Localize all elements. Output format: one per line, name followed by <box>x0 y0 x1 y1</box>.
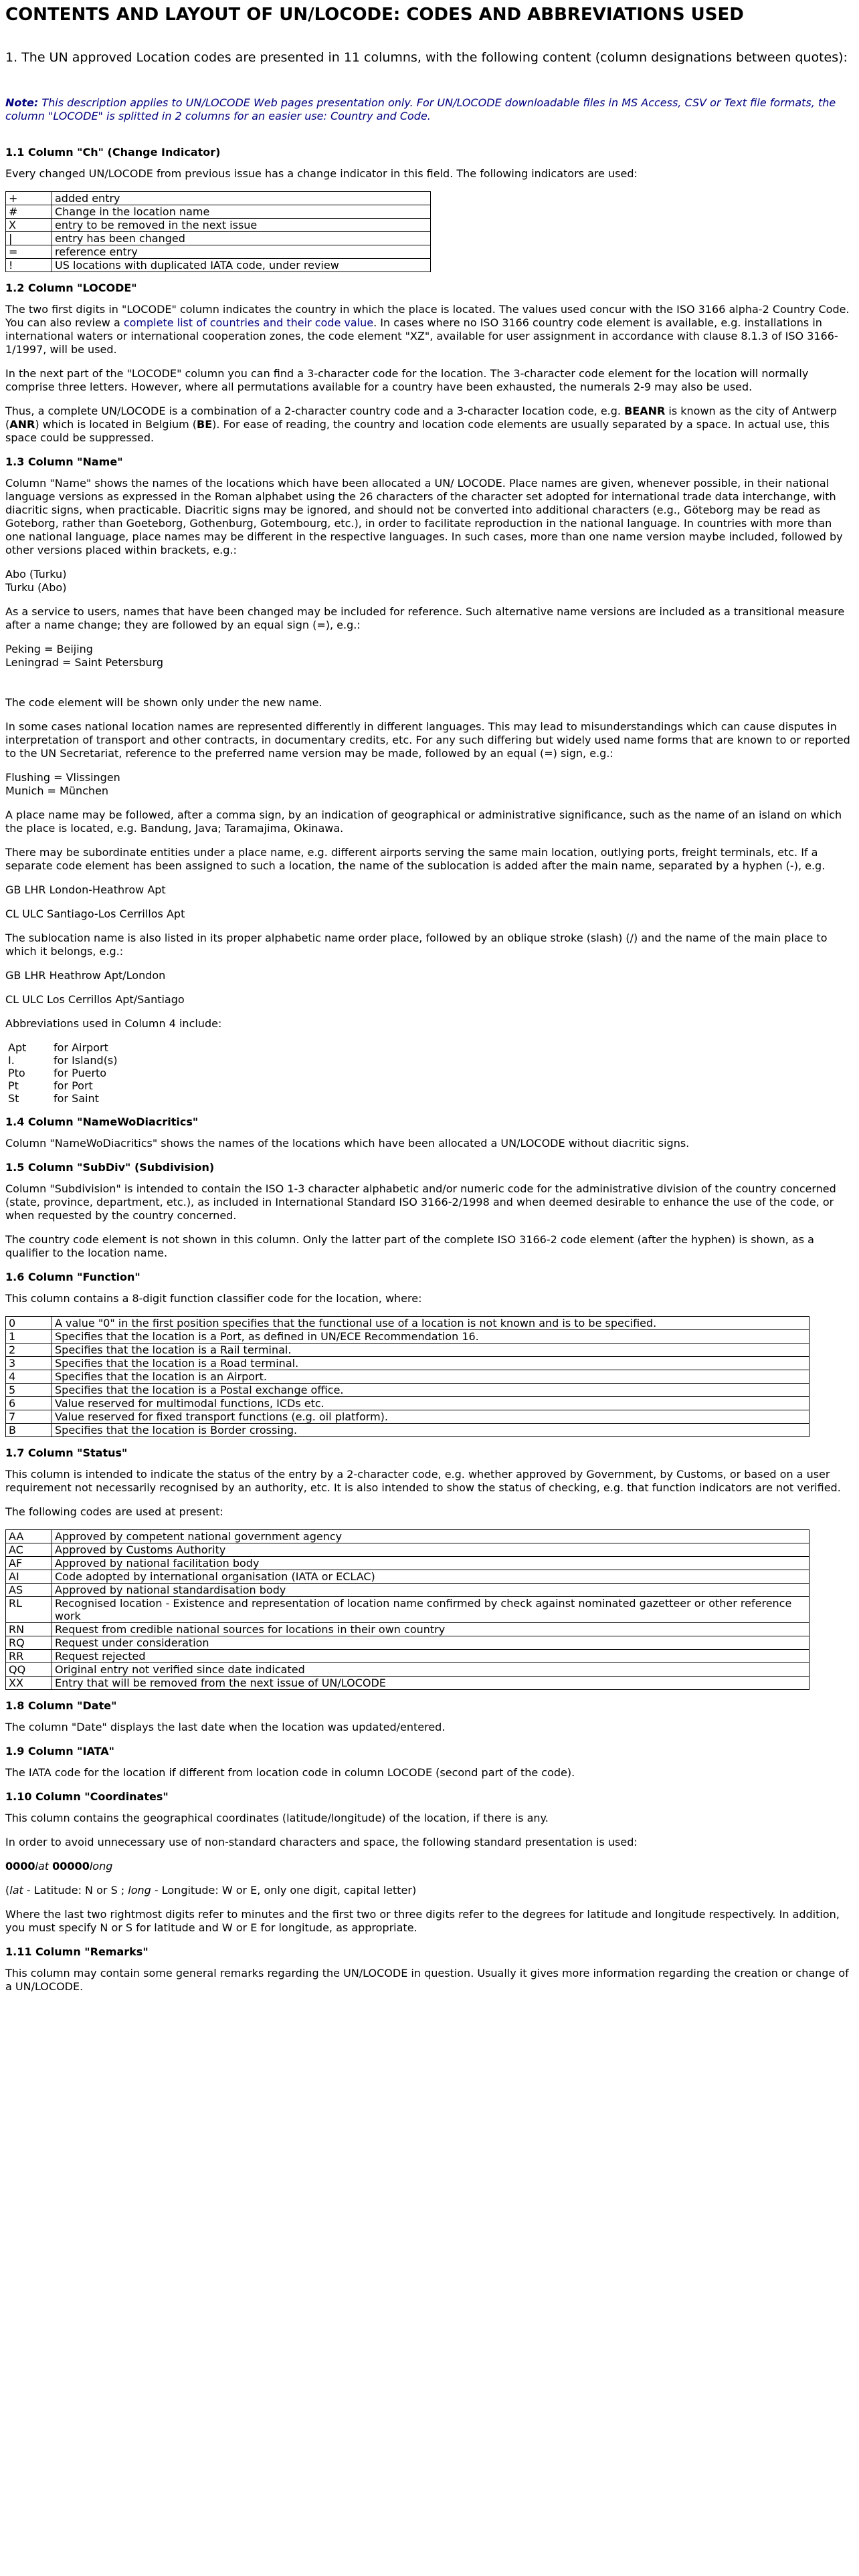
format-lon-digits: 00000 <box>52 1860 90 1872</box>
section-text: This column contains a 8-digit function classifier code for the location, where: <box>5 1292 422 1305</box>
example-code: BEANR <box>624 405 666 417</box>
description-cell: Approved by national standardisation body <box>52 1584 809 1597</box>
function-row <box>6 1410 809 1424</box>
section-heading-subdiv: 1.5 Column "SubDiv" (Subdivision) <box>5 1161 215 1174</box>
function-row <box>6 1330 809 1344</box>
description-cell: Specifies that the location is Border crossing. <box>52 1424 809 1437</box>
name-paragraph-6: There may be subordinate entities under a place name, e.g. different airports serving the same main location, outlying ports, freight terminals, etc. If a separate code element has been assigned to such a location, the name of the sublocation is added after the main name, separated by a hyphen (-), e.g. <box>5 846 826 872</box>
description-cell: Request from credible national sources for locations in their own country <box>52 1623 809 1636</box>
section-heading-change-indicator: 1.1 Column "Ch" (Change Indicator) <box>5 146 221 158</box>
spacer <box>5 680 854 696</box>
abbreviation-value: for Airport <box>54 1041 108 1054</box>
coordinates-paragraph-3: Where the last two rightmost digits refer to minutes and the first two or three digits refer to the degrees for latitude and longitude respectively. In addition, you must specify N or S for latitude and W or E for longitude, as appropriate. <box>5 1908 840 1934</box>
example-country-code: BE <box>197 418 213 431</box>
abbreviation-key: I. <box>8 1054 15 1067</box>
note-paragraph <box>5 96 854 123</box>
coordinates-paragraph-1: This column contains the geographical coordinates (latitude/longitude) of the location, if there is any. <box>5 1812 549 1824</box>
description-cell: Approved by national facilitation body <box>52 1557 809 1570</box>
code-cell: 2 <box>6 1344 52 1357</box>
status-row <box>6 1677 809 1690</box>
change-indicator-row <box>6 205 431 219</box>
code-cell: AI <box>6 1570 52 1584</box>
description-cell: reference entry <box>52 245 431 259</box>
description-cell: Request rejected <box>52 1650 809 1663</box>
text-span: ( <box>5 1884 10 1897</box>
text-span: ). For ease of reading, the country and location code elements are usually separated by a space. In actual use, this space could be suppressed. <box>5 418 830 444</box>
function-row <box>6 1344 809 1357</box>
format-lat: lat <box>35 1860 50 1872</box>
code-cell: | <box>6 232 52 245</box>
format-lon: long <box>89 1860 113 1872</box>
status-row <box>6 1663 809 1677</box>
description-cell: Value reserved for fixed transport functions (e.g. oil platform). <box>52 1410 809 1424</box>
code-cell: AC <box>6 1543 52 1557</box>
description-cell: Original entry not verified since date indicated <box>52 1663 809 1677</box>
example-location-code: ANR <box>9 418 35 431</box>
locode-paragraph-2: In the next part of the "LOCODE" column you can find a 3-character code for the location. The 3-character code element for the location will normally comprise three letters. However, where all permutations available for a country have been exhausted, the numerals 2-9 may also be used. <box>5 367 809 393</box>
status-row <box>6 1570 809 1584</box>
description-cell: A value "0" in the first position specifies that the functional use of a location is not known and is to be specified. <box>52 1317 809 1330</box>
abbreviation-row <box>5 1067 118 1079</box>
code-cell: QQ <box>6 1663 52 1677</box>
text-span: ) which is located in Belgium ( <box>35 418 197 431</box>
abbreviation-value: for Saint <box>54 1092 99 1105</box>
code-cell: RQ <box>6 1636 52 1650</box>
note-label: Note: <box>5 96 39 109</box>
code-cell: 3 <box>6 1357 52 1370</box>
legend-lat: lat <box>9 1884 23 1897</box>
example-line: Abo (Turku) <box>5 568 67 580</box>
description-cell: Approved by competent national government agency <box>52 1530 809 1543</box>
change-indicator-row <box>6 192 431 205</box>
section-heading-remarks: 1.11 Column "Remarks" <box>5 1945 149 1958</box>
change-indicator-row <box>6 232 431 245</box>
description-cell: Recognised location - Existence and representation of location name confirmed by check against nominated gazetteer or other reference work <box>52 1597 809 1623</box>
description-cell: Specifies that the location is a Rail terminal. <box>52 1344 809 1357</box>
function-row <box>6 1397 809 1410</box>
function-row <box>6 1370 809 1384</box>
code-cell: AF <box>6 1557 52 1570</box>
name-paragraph-5: A place name may be followed, after a comma sign, by an indication of geographical or administrative significance, such as the name of an island on which the place is located, e.g. Bandung, Java; Taramajima, Okinawa. <box>5 809 842 835</box>
description-cell: US locations with duplicated IATA code, under review <box>52 259 431 272</box>
subdiv-paragraph-2: The country code element is not shown in this column. Only the latter part of the complete ISO 3166-2 code element (after the hyphen) is shown, as a qualifier to the location name. <box>5 1233 814 1259</box>
code-cell: 6 <box>6 1397 52 1410</box>
description-cell: Request under consideration <box>52 1636 809 1650</box>
text-span: . In cases where no ISO 3166 country code element is available, e.g. installations in international waters or international cooperation zones, the code element "XZ", available for user assignment in accordance with clause 8.1.3 of ISO 3166-1/1997, will be used. <box>5 316 838 356</box>
example-line: Leningrad = Saint Petersburg <box>5 656 164 669</box>
section-heading-namewodiacritics: 1.4 Column "NameWoDiacritics" <box>5 1115 199 1128</box>
code-cell: ! <box>6 259 52 272</box>
function-row <box>6 1357 809 1370</box>
coordinates-legend <box>5 1884 854 1897</box>
text-span: - Longitude: W or E, only one digit, capital letter) <box>151 1884 417 1897</box>
name-paragraph-8: Abbreviations used in Column 4 include: <box>5 1017 222 1030</box>
section-heading-function: 1.6 Column "Function" <box>5 1271 140 1283</box>
description-cell: Approved by Customs Authority <box>52 1543 809 1557</box>
status-row <box>6 1530 809 1543</box>
section-heading-date: 1.8 Column "Date" <box>5 1699 117 1712</box>
description-cell: Value reserved for multimodal functions, ICDs etc. <box>52 1397 809 1410</box>
section-text: The column "Date" displays the last date when the location was updated/entered. <box>5 1721 446 1733</box>
status-table <box>5 1529 809 1690</box>
name-paragraph-1: Column "Name" shows the names of the locations which have been allocated a UN/ LOCODE. Place names are given, whenever possible, in their national language versions as expressed in the Roman alphabet using the 26 characters of the character set adopted for international trade data interchange, with diacritic signs, when practicable. Diacritic signs may be ignored, and should not be converted into additional characters (e.g., Göteborg may be read as Goteborg, rather than Goeteborg, Gothenburg, Gotembourg, etc.), in order to facilitate reproduction in the national language. In countries with more than one national language, place names may be different in the respective languages. In such cases, more than one name version maybe included, followed by other versions placed within brackets, e.g.: <box>5 477 843 556</box>
section-heading-name: 1.3 Column "Name" <box>5 455 123 468</box>
function-row <box>6 1424 809 1437</box>
example-line: Turku (Abo) <box>5 581 67 594</box>
code-cell: + <box>6 192 52 205</box>
locode-paragraph-3 <box>5 405 854 445</box>
status-paragraph-1: This column is intended to indicate the status of the entry by a 2-character code, e.g. whether approved by Government, by Customs, or based on a user requirement not necessarily recognised by an authority, etc. It is also intended to show the status of checking, e.g. that function indicators are not verified. <box>5 1468 841 1494</box>
section-text: This column may contain some general remarks regarding the UN/LOCODE in question. Usually it gives more information regarding the creation or change of a UN/LOCODE. <box>5 1967 849 1993</box>
function-row <box>6 1384 809 1397</box>
status-row <box>6 1597 809 1623</box>
change-indicator-row <box>6 259 431 272</box>
text-span: Thus, a complete UN/LOCODE is a combination of a 2-character country code and a 3-character location code, e.g. <box>5 405 625 417</box>
section-heading-coordinates: 1.10 Column "Coordinates" <box>5 1790 169 1803</box>
description-cell: entry has been changed <box>52 232 431 245</box>
code-cell: B <box>6 1424 52 1437</box>
change-indicator-row <box>6 245 431 259</box>
example-line: Peking = Beijing <box>5 643 93 655</box>
function-table <box>5 1316 809 1437</box>
section-heading-iata: 1.9 Column "IATA" <box>5 1745 114 1757</box>
name-paragraph-2: As a service to users, names that have been changed may be included for reference. Such alternative name versions are included as a transitional measure after a name change; they are followed by an equal sign (=), e.g.: <box>5 605 845 631</box>
description-cell: Specifies that the location is an Airport. <box>52 1370 809 1384</box>
example-line: CL ULC Los Cerrillos Apt/Santiago <box>5 993 185 1006</box>
abbreviation-key: St <box>8 1092 19 1105</box>
abbreviation-key: Apt <box>8 1041 27 1054</box>
code-cell: 4 <box>6 1370 52 1384</box>
section-heading-locode: 1.2 Column "LOCODE" <box>5 282 137 294</box>
name-paragraph-7: The sublocation name is also listed in its proper alphabetic name order place, followed by an oblique stroke (slash) (/) and the name of the main place to which it belongs, e.g.: <box>5 932 828 958</box>
description-cell: entry to be removed in the next issue <box>52 219 431 232</box>
code-cell: 7 <box>6 1410 52 1424</box>
abbreviation-value: for Puerto <box>54 1067 107 1079</box>
function-row <box>6 1317 809 1330</box>
coordinates-paragraph-2: In order to avoid unnecessary use of non-standard characters and space, the following standard presentation is used: <box>5 1836 638 1848</box>
abbreviation-key: Pt <box>8 1079 19 1092</box>
example-line: CL ULC Santiago-Los Cerrillos Apt <box>5 907 185 920</box>
status-row <box>6 1636 809 1650</box>
abbreviation-value: for Island(s) <box>54 1054 118 1067</box>
code-cell: 0 <box>6 1317 52 1330</box>
example-line: GB LHR London-Heathrow Apt <box>5 883 166 896</box>
example-line: GB LHR Heathrow Apt/London <box>5 969 166 982</box>
format-lat-digits: 0000 <box>5 1860 35 1872</box>
name-paragraph-3: The code element will be shown only under the new name. <box>5 696 322 709</box>
text-span: is known as the city of Antwerp ( <box>5 405 837 431</box>
code-cell: RL <box>6 1597 52 1623</box>
code-cell: = <box>6 245 52 259</box>
description-cell: Specifies that the location is a Road terminal. <box>52 1357 809 1370</box>
change-indicator-table <box>5 191 431 272</box>
change-indicator-row <box>6 219 431 232</box>
abbreviation-table <box>5 1041 118 1105</box>
section-heading-status: 1.7 Column "Status" <box>5 1446 128 1459</box>
code-cell: X <box>6 219 52 232</box>
page-title: CONTENTS AND LAYOUT OF UN/LOCODE: CODES AND ABBREVIATIONS USED <box>5 5 744 25</box>
code-cell: 5 <box>6 1384 52 1397</box>
code-cell: RN <box>6 1623 52 1636</box>
status-paragraph-2: The following codes are used at present: <box>5 1505 223 1518</box>
description-cell: Change in the location name <box>52 205 431 219</box>
code-cell: XX <box>6 1677 52 1690</box>
abbreviation-row <box>5 1079 118 1092</box>
text-span: The two first digits in "LOCODE" column indicates the country in which the place is located. The values used concur with the ISO 3166 alpha-2 Country Code. You can also review a <box>5 303 850 329</box>
code-cell: AA <box>6 1530 52 1543</box>
text-span: - Latitude: N or S ; <box>23 1884 128 1897</box>
section-text: The IATA code for the location if different from location code in column LOCODE (second part of the code). <box>5 1766 575 1779</box>
subdiv-paragraph-1: Column "Subdivision" is intended to contain the ISO 1-3 character alphabetic and/or numeric code for the administrative division of the country concerned (state, province, department, etc.), as included in International Standard ISO 3166-2/1998 and when deemed desirable to enhance the use of the code, or when requested by the country concerned. <box>5 1182 836 1222</box>
abbreviation-value: for Port <box>54 1079 93 1092</box>
abbreviation-row <box>5 1041 118 1054</box>
name-paragraph-4: In some cases national location names are represented differently in different languages. This may lead to misunderstandings which can cause disputes in interpretation of transport and other contracts, in documentary credits, etc. For any such differing but widely used name forms that are known to or reported to the UN Secretariat, reference to the preferred name version may be made, followed by an equal (=) sign, e.g.: <box>5 720 850 760</box>
abbreviation-row <box>5 1092 118 1105</box>
code-cell: 1 <box>6 1330 52 1344</box>
description-cell: Specifies that the location is a Postal exchange office. <box>52 1384 809 1397</box>
legend-lon: long <box>128 1884 151 1897</box>
abbreviation-key: Pto <box>8 1067 25 1079</box>
status-row <box>6 1650 809 1663</box>
country-list-link[interactable]: complete list of countries and their code value <box>123 316 374 329</box>
description-cell: Entry that will be removed from the next issue of UN/LOCODE <box>52 1677 809 1690</box>
example-line: Flushing = Vlissingen <box>5 771 120 784</box>
example-line: Munich = München <box>5 784 109 797</box>
status-row <box>6 1623 809 1636</box>
status-row <box>6 1557 809 1570</box>
locode-paragraph-1 <box>5 303 854 356</box>
status-row <box>6 1584 809 1597</box>
section-text: Column "NameWoDiacritics" shows the names of the locations which have been allocated a UN/LOCODE without diacritic signs. <box>5 1137 690 1150</box>
intro-text: 1. The UN approved Location codes are presented in 11 columns, with the following content (column designations between quotes): <box>5 50 848 65</box>
abbreviation-row <box>5 1054 118 1067</box>
coordinates-format <box>5 1860 854 1873</box>
description-cell: Specifies that the location is a Port, as defined in UN/ECE Recommendation 16. <box>52 1330 809 1344</box>
code-cell: AS <box>6 1584 52 1597</box>
code-cell: RR <box>6 1650 52 1663</box>
section-text: Every changed UN/LOCODE from previous issue has a change indicator in this field. The following indicators are used: <box>5 167 638 180</box>
description-cell: Code adopted by international organisation (IATA or ECLAC) <box>52 1570 809 1584</box>
status-row <box>6 1543 809 1557</box>
description-cell: added entry <box>52 192 431 205</box>
code-cell: # <box>6 205 52 219</box>
note-text: This description applies to UN/LOCODE Web pages presentation only. For UN/LOCODE downloadable files in MS Access, CSV or Text file formats, the column "LOCODE" is splitted in 2 columns for an easier use: Country and Code. <box>5 96 836 122</box>
